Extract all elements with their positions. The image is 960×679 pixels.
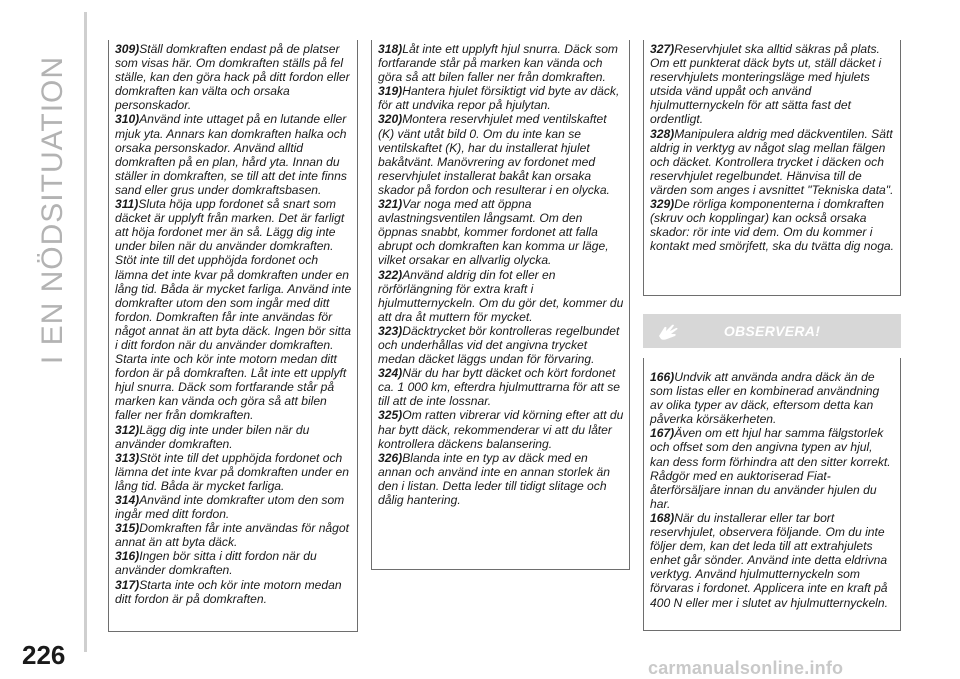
note-324: 324)När du har bytt däcket och kört fordonet ca. 1 000 km, efterdra hjulmuttrarna för att se till att de inte lossnar. <box>378 366 620 409</box>
chapter-title-text: I EN NÖDSITUATION <box>36 55 69 365</box>
warning-header <box>643 314 901 348</box>
warning-box <box>643 314 901 631</box>
note-316: 316)Ingen bör sitta i ditt fordon när du använder domkraften. <box>115 549 317 578</box>
chapter-side-title <box>18 30 88 390</box>
warning-168: 168)När du installerar eller tar bort reservhjulet, observera följande. Om du inte följer dem, kan det leda till att extrahjulets enhet går sönder. Använd inte detta eldrivna verktyg. Använd hjulmutternyckeln som förvaras i fordonet. Applicera inte en kraft på 400 N eller mer i slutet av hjulmutternyckeln. <box>650 510 888 610</box>
notes-column-3 <box>643 40 901 296</box>
note-323: 323)Däcktrycket bör kontrolleras regelbundet och underhållas vid det angivna trycket medan däcket läggs undan för förvaring. <box>378 323 620 367</box>
note-311: 311)Sluta höja upp fordonet så snart som däcket är upplyft från marken. Det är farligt att höja fordonet mer än så. Lägg dig inte under bilen när du använder domkraften. Stöt inte till det upphöjda fordonet och lämna det inte kvar på domkraften under en lång tid. Båda är mycket farliga. Använd inte domkrafter utom den som ingår med ditt fordon. Domkraften får inte användas för något annat än att byta däck. Ingen bör sitta i ditt fordon när du använder domkraften. Starta inte och kör inte motorn medan ditt fordon är på domkraften. Låt inte ett upplyft hjul snurra. Däck som fortfarande står på marken kan vända och göra så att bilen faller ner från domkraften. <box>115 197 352 423</box>
note-317: 317)Starta inte och kör inte motorn medan ditt fordon är på domkraften. <box>115 577 342 606</box>
note-325: 325)Om ratten vibrerar vid körning efter att du har bytt däck, rekommenderar vi att du låter kontrollera däckens balansering. <box>378 408 624 451</box>
watermark: carmanualsonline.info <box>648 658 844 678</box>
chapter-divider <box>84 12 87 652</box>
note-310: 310)Använd inte uttaget på en lutande eller mjuk yta. Annars kan domkraften halka och orsaka personskador. Använd alltid domkraften på en plan, hård yta. Innan du ställer in domkraften, se till att det inte finns sand eller grus under domkraftsbasen. <box>115 112 347 197</box>
warning-166: 166)Undvik att använda andra däck än de som listas eller en kombinerad användning av olika typer av däck, eftersom detta kan påverka körsäkerheten. <box>650 370 880 427</box>
warning-title: OBSERVERA! <box>723 323 821 339</box>
note-326: 326)Blanda inte en typ av däck med en annan och använd inte en annan storlek än den i listan. Detta leder till tidigt slitage och dålig hantering. <box>378 450 610 507</box>
warning-body <box>643 358 901 631</box>
note-327: 327)Reservhjulet ska alltid säkras på plats. Om ett punkterat däck byts ut, ställ däcket i reservhjulets monteringsläge med hjulets utsida vänd uppåt och använd hjulmutternyckeln för att sätta fast det ordentligt. <box>650 42 882 127</box>
note-313: 313)Stöt inte till det upphöjda fordonet och lämna det inte kvar på domkraften under en lång tid. Båda är mycket farliga. <box>115 450 349 493</box>
warning-167: 167)Även om ett hjul har samma fälgstorlek och offset som den angivna typen av hjul, kan dess form förhindra att den sitter korrekt. Rådgör med en auktoriserad Fiat-återförsäljare innan du använder hjulen du har. <box>650 426 891 511</box>
note-320: 320)Montera reservhjulet med ventilskaftet (K) vänt utåt bild 0. Om du inte kan se ventilskaftet (K), har du installerat hjulet bakåtvänt. Manövrering av fordonet med reservhjulet installerat bakåt kan orsaka skador på fordon och resulterar i en olycka. <box>378 112 610 197</box>
note-329: 329)De rörliga komponenterna i domkraften (skruv och kopplingar) kan också orsaka skador: rör inte vid dem. Om du kommer i kontakt med smörjfett, ska du tvätta dig noga. <box>650 197 895 254</box>
note-322: 322)Använd aldrig din fot eller en rörförlängning för extra kraft i hjulmutternyckeln. Om du gör det, kommer du att dra åt muttern för mycket. <box>378 267 624 324</box>
notes-column-2 <box>371 40 630 570</box>
note-318: 318)Låt inte ett upplyft hjul snurra. Däck som fortfarande står på marken kan vända och göra så att bilen faller ner från domkraften. <box>378 42 618 85</box>
note-309: 309)Ställ domkraften endast på de platser som visas här. Om domkraften ställs på fel ställe, kan den göra hack på ditt fordon eller domkraften kan välta och orsaka personskador. <box>115 42 350 113</box>
note-312: 312)Lägg dig inte under bilen när du använder domkraften. <box>115 422 310 451</box>
notes-column-1 <box>108 40 358 632</box>
page-number: 226 <box>22 640 66 670</box>
note-319: 319)Hantera hjulet försiktigt vid byte av däck, för att undvika repor på hjulytan. <box>378 84 620 113</box>
note-328: 328)Manipulera aldrig med däckventilen. Sätt aldrig in verktyg av något slag mellan fälgen och däcket. Kontrollera trycket i däcken och reservhjulet regelbundet. Hänvisa till de värden som anges i avsnittet "Tekniska data". <box>650 126 894 197</box>
note-321: 321)Var noga med att öppna avlastningsventilen långsamt. Om den öppnas snabbt, kommer fordonet att falla abrupt och domkraften kan komma ur läge, vilket orsakar en allvarlig olycka. <box>378 197 609 268</box>
note-315: 315)Domkraften får inte användas för något annat än att byta däck. <box>115 521 349 550</box>
note-314: 314)Använd inte domkrafter utom den som ingår med ditt fordon. <box>115 493 345 522</box>
